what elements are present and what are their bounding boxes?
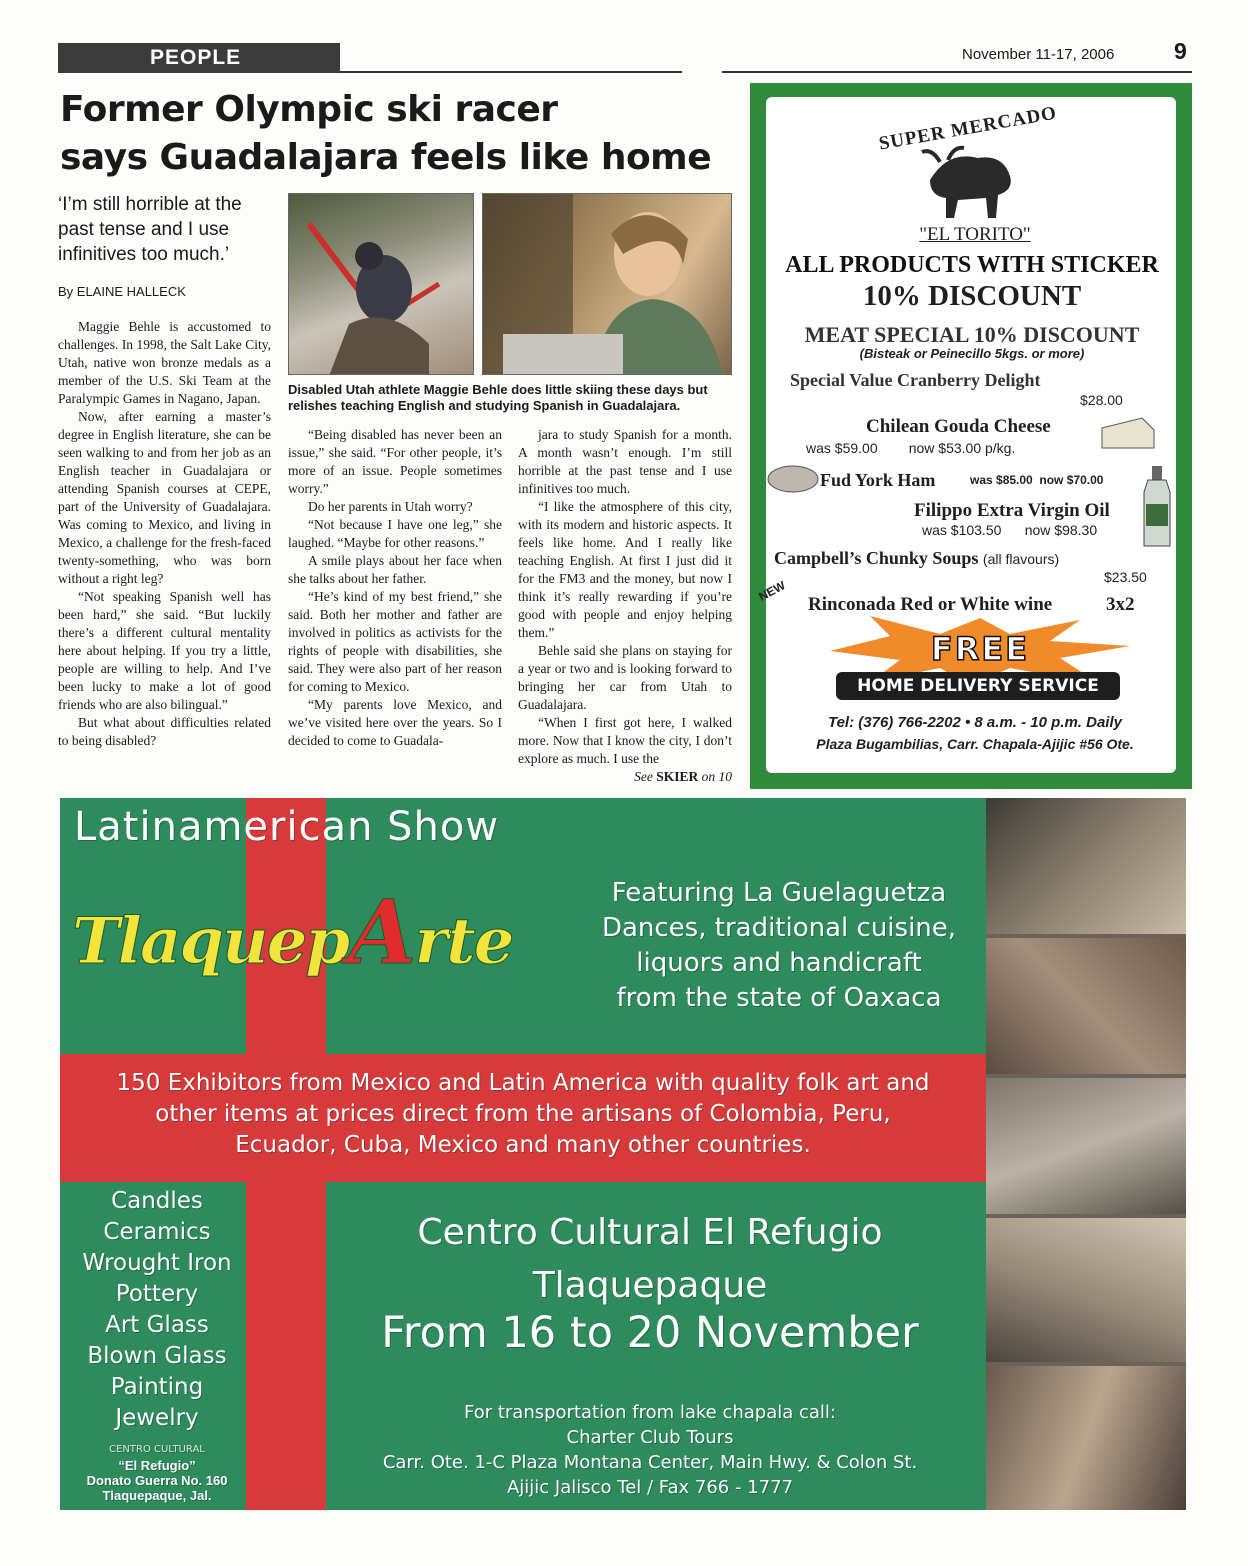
transport-line: For transportation from lake chapala call: <box>463 1402 836 1423</box>
article-column-3 <box>518 426 732 786</box>
jump-target: SKIER <box>656 769 699 784</box>
oil-bottle-icon <box>1140 466 1174 548</box>
brand-el-torito: "EL TORITO" <box>919 224 1031 245</box>
paragraph: “When I first got here, I walked more. Now that I know the city, I don’t explore as much. I use the <box>518 715 732 766</box>
venue-line: Tlaquepaque <box>532 1265 768 1306</box>
issue-date: November 11-17, 2006 <box>962 46 1115 63</box>
transport-line: Carr. Ote. 1-C Plaza Montana Center, Main Hwy. & Colon St. <box>382 1452 918 1473</box>
event-photo <box>986 1078 1186 1214</box>
event-photo <box>986 938 1186 1074</box>
show-dates: From 16 to 20 November <box>381 1308 919 1358</box>
all-products-line: ALL PRODUCTS WITH STICKER <box>785 252 1159 278</box>
store-phone-hours: Tel: (376) 766-2202 • 8 a.m. - 10 p.m. Daily <box>827 714 1122 731</box>
exhibitors-line: 150 Exhibitors from Mexico and Latin America with quality folk art and <box>116 1070 930 1096</box>
craft-item: Blown Glass <box>87 1343 227 1369</box>
logo-part-2: A <box>348 880 415 984</box>
centro-cultural-label: CENTRO CULTURAL <box>109 1444 205 1455</box>
tlaquepaarte-logo <box>72 880 512 984</box>
ham-icon <box>766 464 820 494</box>
craft-item: Candles <box>111 1188 203 1214</box>
refugio-line: “El Refugio” <box>118 1458 196 1473</box>
article-headline <box>60 86 740 182</box>
paragraph: jara to study Spanish for a month. A month wasn’t enough. I’m still horrible at the past tense and I use infinitives too much. <box>518 427 732 496</box>
article-column-1 <box>58 318 271 750</box>
craft-item: Pottery <box>115 1281 199 1307</box>
ham-price: was $85.00 now $70.00 <box>970 473 1104 487</box>
refugio-line: Tlaquepaque, Jal. <box>102 1488 212 1503</box>
gouda-price: was $59.00 now $53.00 p/kg. <box>806 440 1016 456</box>
byline: By ELAINE HALLECK <box>58 284 186 299</box>
gouda-item: Chilean Gouda Cheese <box>866 416 1051 437</box>
crafts-list <box>62 1186 252 1434</box>
craft-item: Ceramics <box>103 1219 211 1245</box>
paragraph: “Being disabled has never been an issue,” she said. “For other people, it’s more of an issue. People sometimes worry.” <box>288 427 502 496</box>
headline-line-2: says Guadalajara feels like home <box>60 137 712 178</box>
exhibitors-line: Ecuador, Cuba, Mexico and many other countries. <box>235 1132 811 1158</box>
paragraph: “Not speaking Spanish well has been hard,” she said. “But luckily there’s a different cultural mentality here about helping. If you try a little, people are willing to help. And I’ve been lucky to make a lot of good friends who are also bilingual.” <box>58 589 271 712</box>
refugio-line: Donato Guerra No. 160 <box>86 1473 228 1488</box>
paragraph: Do her parents in Utah worry? <box>308 499 473 514</box>
wine-item: Rinconada Red or White wine <box>808 594 1053 615</box>
wine-deal: 3x2 <box>1106 594 1135 615</box>
featuring-line: liquors and handicraft <box>636 948 922 978</box>
ham-item: Fud York Ham <box>820 470 936 490</box>
headline-line-1: Former Olympic ski racer <box>60 89 558 130</box>
featuring-line: from the state of Oaxaca <box>616 983 942 1013</box>
event-photo <box>986 1218 1186 1362</box>
paragraph: “I like the atmosphere of this city, with its modern and historic aspects. It feels like home. And I really like teaching English. At first I just did it for the FM3 and the money, but now I think it’s really rewarding if you’re good with people and enjoy helping them.” <box>518 499 732 640</box>
soups-item <box>774 548 1059 569</box>
featuring-line: Dances, traditional cuisine, <box>601 913 957 943</box>
craft-item: Art Glass <box>105 1312 209 1338</box>
paragraph: “He’s kind of my best friend,” she said. Both her mother and father are involved in politics as activists for the rights of people with disabilities, she said. They were also part of her reason for coming to Mexico. <box>288 589 502 694</box>
discount-line: 10% DISCOUNT <box>862 280 1082 312</box>
featuring-line: Featuring La Guelaguetza <box>611 878 947 908</box>
jump-suffix: on 10 <box>701 769 732 784</box>
paragraph: “My parents love Mexico, and we’ve visited here over the years. So I decided to come to Guadala- <box>288 697 502 748</box>
craft-item: Wrought Iron <box>82 1250 232 1276</box>
transport-line: Charter Club Tours <box>566 1427 734 1448</box>
meat-special: MEAT SPECIAL 10% DISCOUNT <box>804 322 1140 347</box>
photo-caption: Disabled Utah athlete Maggie Behle does little skiing these days but relishes teaching English and studying Spanish in Guadalajara. <box>288 382 708 413</box>
jump-prefix: See <box>634 769 653 784</box>
soups-note: (all flavours) <box>982 551 1060 567</box>
event-photo-strip <box>986 798 1186 1510</box>
section-tag <box>58 43 340 73</box>
transportation-info <box>340 1400 960 1500</box>
event-photo <box>986 1366 1186 1510</box>
featuring-text <box>574 876 984 1016</box>
oil-item: Filippo Extra Virgin Oil <box>914 500 1110 521</box>
soups-label: Campbell’s Chunky Soups <box>774 548 979 568</box>
header-rule-left <box>340 71 682 73</box>
meat-note: (Bisteak or Peinecillo 5kgs. or more) <box>859 346 1085 361</box>
article-column-2 <box>288 426 502 750</box>
refugio-address <box>62 1458 252 1503</box>
cheese-icon <box>1098 412 1158 452</box>
free-label: FREE <box>930 630 1030 668</box>
show-title: Latinamerican Show <box>74 804 500 850</box>
paragraph: A smile plays about her face when she talks about her father. <box>288 553 502 586</box>
continued-jump[interactable] <box>518 768 732 786</box>
logo-part-3: rte <box>414 904 513 979</box>
paragraph: But what about difficulties related to being disabled? <box>58 715 271 748</box>
exhibitors-line: other items at prices direct from the artisans of Colombia, Peru, <box>155 1101 891 1127</box>
cranberry-item: Special Value Cranberry Delight <box>790 370 1041 390</box>
header-rule-right <box>722 71 1192 73</box>
store-address: Plaza Bugambilias, Carr. Chapala-Ajijic #56 Ote. <box>816 736 1134 752</box>
section-label: PEOPLE <box>150 46 242 69</box>
transport-line: Ajijic Jalisco Tel / Fax 766 - 1777 <box>506 1477 793 1498</box>
craft-item: Jewelry <box>115 1405 199 1431</box>
skiing-photo <box>288 193 474 375</box>
event-photo <box>986 798 1186 934</box>
logo-part-1: Tlaquep <box>72 904 349 979</box>
oil-price: was $103.50 now $98.30 <box>922 522 1098 538</box>
paragraph: Behle said she plans on staying for a year or two and is looking forward to bringing her car from Utah to Guadalajara. <box>518 643 732 712</box>
portrait-photo <box>482 193 732 375</box>
pull-quote: ‘I’m still horrible at the past tense and I use infinitives too much.’ <box>58 194 242 265</box>
home-delivery-banner: HOME DELIVERY SERVICE <box>836 672 1120 700</box>
brand-super-mercado: SUPER MERCADO <box>877 102 1059 155</box>
exhibitors-text <box>62 1068 984 1161</box>
new-badge: NEW <box>756 578 788 604</box>
paragraph: Now, after earning a master’s degree in English literature, she can be seen walking to and from her job as an English teacher in Guadalajara or attending Spanish courses at CEPE, part of the University of Guadalajara. Was coming to Mexico, and living in Mexico, a challenge for the fresh-faced twenty-something, who was born without a right leg? <box>58 409 271 586</box>
venue-name <box>330 1206 970 1312</box>
venue-line: Centro Cultural El Refugio <box>417 1212 883 1253</box>
paragraph: Maggie Behle is accustomed to challenges. In 1998, the Salt Lake City, Utah, native won bronze medals as a member of the U.S. Ski Team at the Paralympic Games in Nagano, Japan. <box>58 319 271 406</box>
paragraph: “Not because I have one leg,” she laughed. “Maybe for other reasons.” <box>288 517 502 550</box>
soups-price: $23.50 <box>1104 569 1147 585</box>
page-number: 9 <box>1174 38 1187 64</box>
cranberry-price: $28.00 <box>1080 392 1123 408</box>
bull-logo-icon <box>918 140 1018 222</box>
craft-item: Painting <box>110 1374 204 1400</box>
